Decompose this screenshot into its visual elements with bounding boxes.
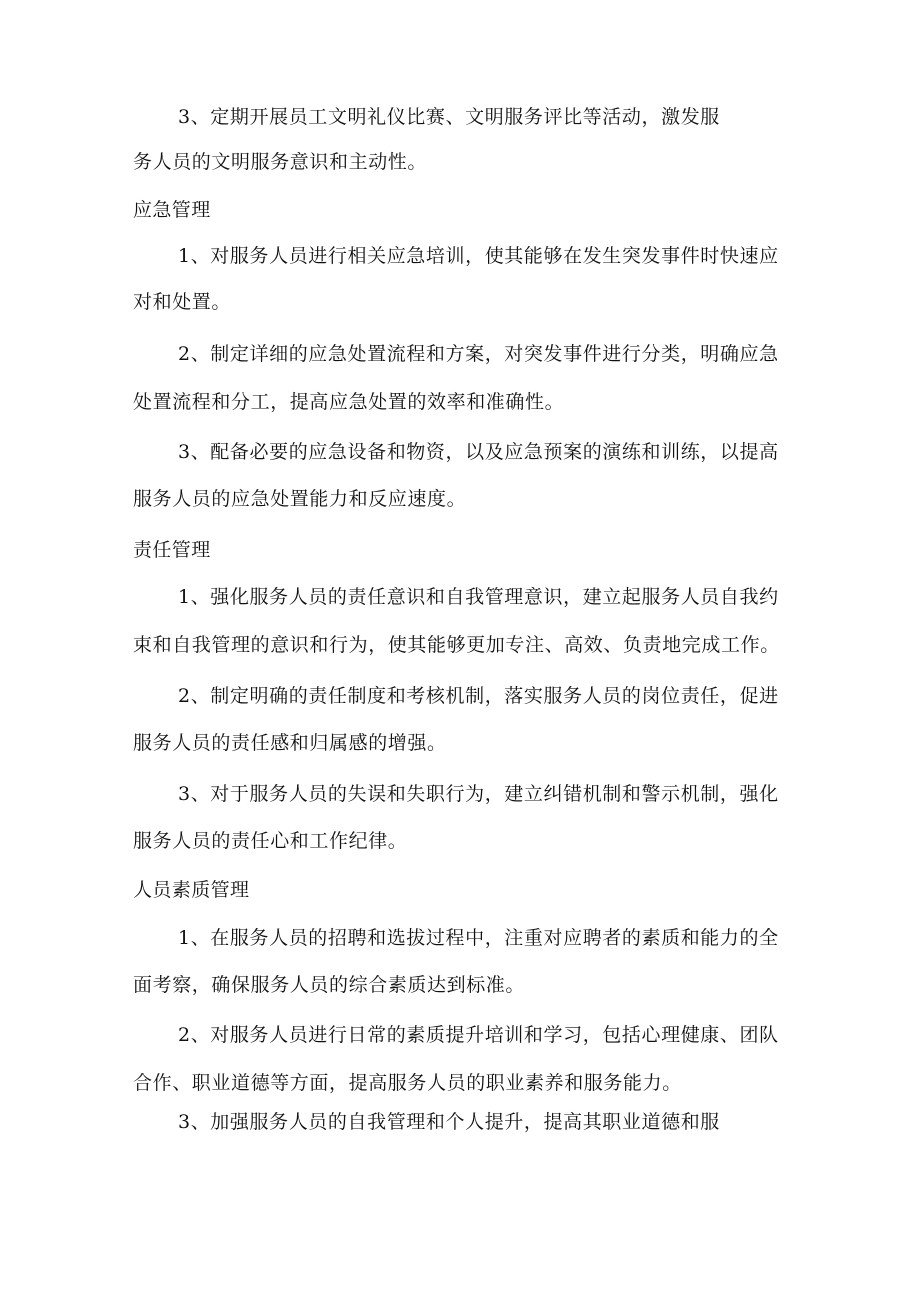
- paragraph-line: 1、在服务人员的招聘和选拔过程中，注重对应聘者的素质和能力的全: [178, 927, 779, 949]
- section-heading: 责任管理: [133, 539, 211, 561]
- paragraph-line: 2、对服务人员进行日常的素质提升培训和学习，包括心理健康、团队: [178, 1024, 779, 1046]
- section-heading: 人员素质管理: [133, 879, 250, 901]
- paragraph-line: 服务人员的责任感和归属感的增强。: [133, 732, 447, 754]
- paragraph-line: 3、定期开展员工文明礼仪比赛、文明服务评比等活动，激发服: [178, 106, 720, 128]
- paragraph-line: 1、对服务人员进行相关应急培训，使其能够在发生突发事件时快速应: [178, 245, 779, 267]
- paragraph-line: 对和处置。: [133, 291, 232, 313]
- section-heading: 应急管理: [133, 199, 211, 221]
- paragraph-line: 3、加强服务人员的自我管理和个人提升，提高其职业道德和服: [178, 1111, 720, 1133]
- paragraph-line: 3、对于服务人员的失误和失职行为，建立纠错机制和警示机制，强化: [178, 783, 779, 805]
- paragraph-line: 处置流程和分工，提高应急处置的效率和准确性。: [133, 391, 565, 413]
- paragraph-line: 1、强化服务人员的责任意识和自我管理意识，建立起服务人员自我约: [178, 586, 779, 608]
- paragraph-line: 2、制定详细的应急处置流程和方案，对突发事件进行分类，明确应急: [178, 343, 779, 365]
- paragraph-line: 服务人员的责任心和工作纪律。: [133, 830, 408, 852]
- paragraph-line: 务人员的文明服务意识和主动性。: [133, 151, 428, 173]
- paragraph-line: 2、制定明确的责任制度和考核机制，落实服务人员的岗位责任，促进: [178, 685, 779, 707]
- paragraph-line: 面考察，确保服务人员的综合素质达到标准。: [133, 974, 526, 996]
- paragraph-line: 服务人员的应急处置能力和反应速度。: [133, 488, 467, 510]
- paragraph-line: 3、配备必要的应急设备和物资，以及应急预案的演练和训练，以提高: [178, 441, 779, 463]
- paragraph-line: 合作、职业道德等方面，提高服务人员的职业素养和服务能力。: [133, 1072, 682, 1094]
- paragraph-line: 束和自我管理的意识和行为，使其能够更加专注、高效、负责地完成工作。: [133, 634, 780, 656]
